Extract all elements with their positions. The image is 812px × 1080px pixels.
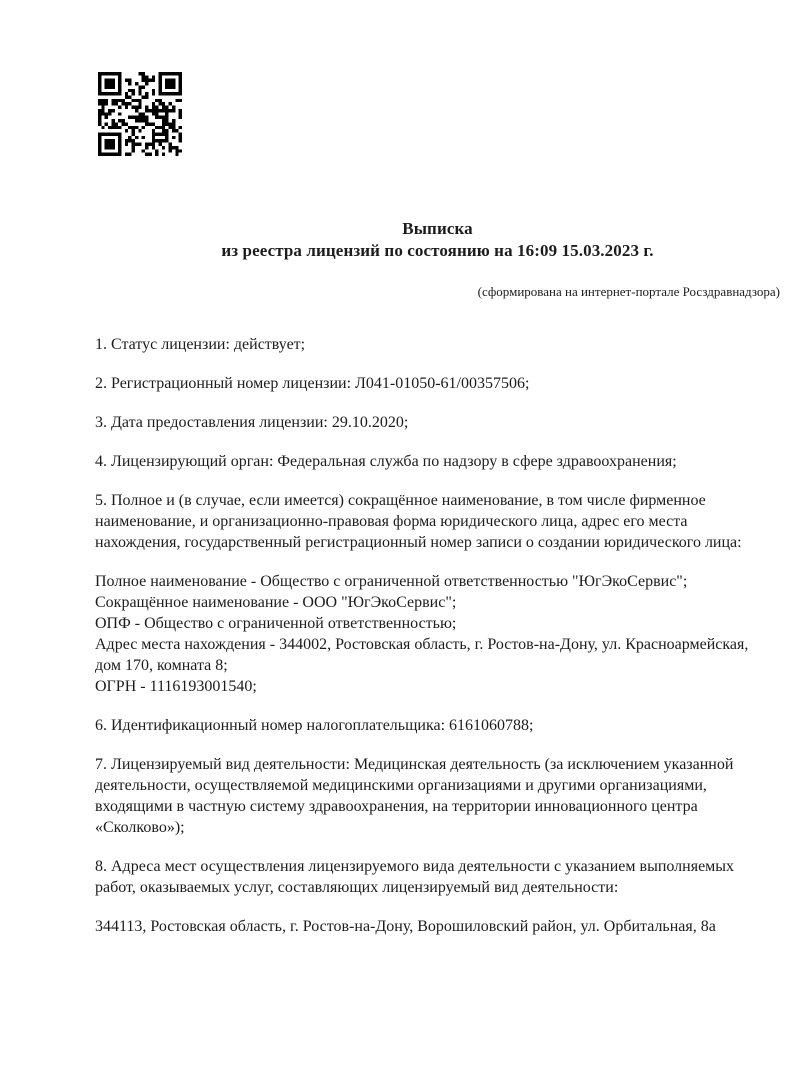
paragraph-activity-type: 7. Лицензируемый вид деятельности: Медицинская деятельность (за исключением указанной деятельности, осуществляемой медицинскими организациями и другими организациями, входящими в частную систему здравоохранения, на территории инновационного центра «Сколково»);	[95, 756, 734, 836]
title-line-1: Выписка	[402, 219, 473, 238]
paragraph-org-name-heading: 5. Полное и (в случае, если имеется) сокращённое наименование, в том числе фирменное наименование, и организационно-правовая форма юридического лица, адрес его места нахождения, государственный регистрационный номер записи о создании юридического лица:	[95, 492, 742, 551]
paragraph-license-date: 3. Дата предоставления лицензии: 29.10.2020;	[95, 414, 409, 431]
org-details-block	[95, 571, 767, 697]
paragraph-license-number: 2. Регистрационный номер лицензии: Л041-01050-61/00357506;	[95, 375, 530, 392]
document-body	[95, 334, 767, 937]
formation-note: (сформирована на интернет-портале Росздравнадзора)	[477, 284, 780, 299]
title-line-2: из реестра лицензий по состоянию на 16:09 15.03.2023 г.	[221, 241, 654, 260]
org-legal-form: ОПФ - Общество с ограниченной ответственностью;	[95, 615, 457, 632]
org-full-name: Полное наименование - Общество с ограниченной ответственностью "ЮгЭкоСервис";	[95, 573, 688, 590]
paragraph-inn: 6. Идентификационный номер налогоплательщика: 6161060788;	[95, 717, 534, 734]
document-title	[95, 218, 780, 262]
paragraph-activity-addresses-heading: 8. Адреса мест осуществления лицензируемого вида деятельности с указанием выполняемых работ, оказываемых услуг, составляющих лицензируемый вид деятельности:	[95, 858, 735, 896]
paragraph-license-status: 1. Статус лицензии: действует;	[95, 336, 306, 353]
paragraph-licensing-authority: 4. Лицензирующий орган: Федеральная служба по надзору в сфере здравоохранения;	[95, 453, 677, 470]
qr-code-icon	[98, 72, 182, 156]
org-short-name: Сокращённое наименование - ООО "ЮгЭкоСервис";	[95, 594, 457, 611]
org-address: Адрес места нахождения - 344002, Ростовская область, г. Ростов-на-Дону, ул. Красноармейская, дом 170, комната 8;	[95, 636, 749, 674]
org-ogrn: ОГРН - 1116193001540;	[95, 678, 257, 695]
activity-address-line: 344113, Ростовская область, г. Ростов-на-Дону, Ворошиловский район, ул. Орбитальная, 8а	[95, 918, 716, 935]
document-content	[95, 218, 780, 955]
